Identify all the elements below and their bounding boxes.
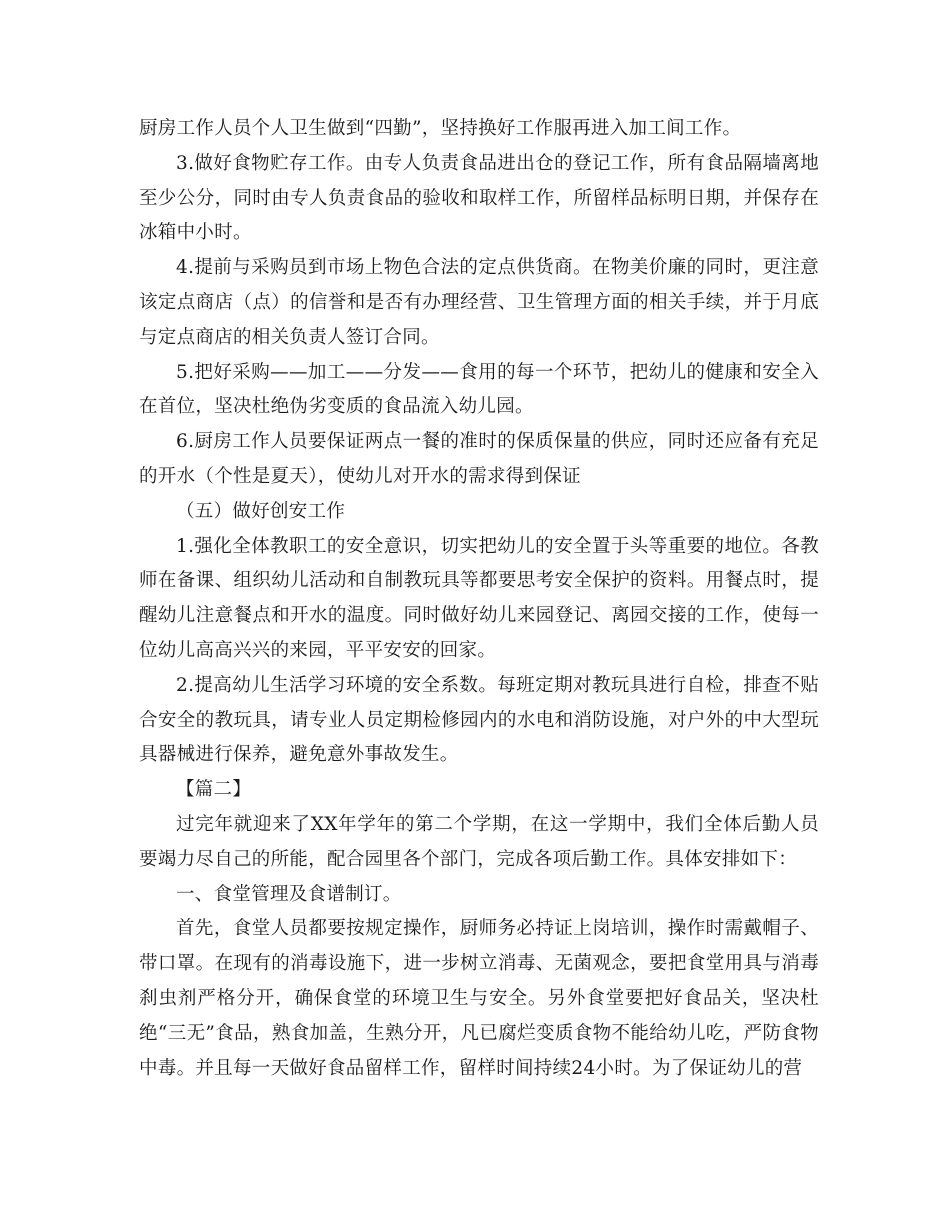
paragraph-item-4: 4.提前与采购员到市场上物色合法的定点供货商。在物美价廉的同时，更注意该定点商店（点）的信誉和是否有办理经营、卫生管理方面的相关手续，并于月底与定点商店的相关负责人签订合同。 [139, 257, 819, 348]
section-heading-5: （五）做好创安工作 [176, 500, 346, 522]
paragraph-item-6: 6.厨房工作人员要保证两点一餐的准时的保质保量的供应，同时还应备有充足的开水（个性是夏天），使幼儿对开水的需求得到保证 [139, 431, 819, 487]
part-two-heading: 【篇二】 [176, 779, 252, 801]
section-heading-canteen: 一、食堂管理及食谱制订。 [176, 883, 402, 905]
paragraph-intro: 过完年就迎来了XX年学年的第二个学期，在这一学期中，我们全体后勤人员要竭力尽自己的所能，配合园里各个部门，完成各项后勤工作。具体安排如下： [139, 813, 819, 870]
paragraph-continuation: 厨房工作人员个人卫生做到“四勤”，坚持换好工作服再进入加工间工作。 [139, 118, 742, 139]
paragraph-item-3: 3.做好食物贮存工作。由专人负责食品进出仓的登记工作，所有食品隔墙离地至少公分，同时由专人负责食品的验收和取样工作，所留样品标明日期，并保存在冰箱中小时。 [139, 152, 819, 244]
paragraph-safety-2: 2.提高幼儿生活学习环境的安全系数。每班定期对教玩具进行自检，排查不贴合安全的教玩具，请专业人员定期检修园内的水电和消防设施，对户外的中大型玩具器械进行保养，避免意外事故发生。 [139, 674, 819, 766]
paragraph-canteen: 首先，食堂人员都要按规定操作，厨师务必持证上岗培训，操作时需戴帽子、带口罩。在现有的消毒设施下，进一步树立消毒、无菌观念，要把食堂用具与消毒刹虫剂严格分开，确保食堂的环境卫生与安全。另外食堂要把好食品关，坚决杜绝“三无”食品，熟食加盖，生熟分开，凡已腐烂变质食物不能给幼儿吃，严防食物中毒。并且每一天做好食品留样工作，留样时间持续24小时。为了保证幼儿的营 [139, 918, 819, 1079]
paragraph-item-5: 5.把好采购——加工——分发——食用的每一个环节，把幼儿的健康和安全入在首位，坚决杜绝伪劣变质的食品流入幼儿园。 [139, 361, 819, 418]
document-body [139, 112, 819, 1086]
paragraph-safety-1: 1.强化全体教职工的安全意识，切实把幼儿的安全置于头等重要的地位。各教师在备课、组织幼儿活动和自制教玩具等都要思考安全保护的资料。用餐点时，提醒幼儿注意餐点和开水的温度。同时做好幼儿来园登记、离园交接的工作，使每一位幼儿高高兴兴的来园，平平安安的回家。 [139, 535, 819, 661]
